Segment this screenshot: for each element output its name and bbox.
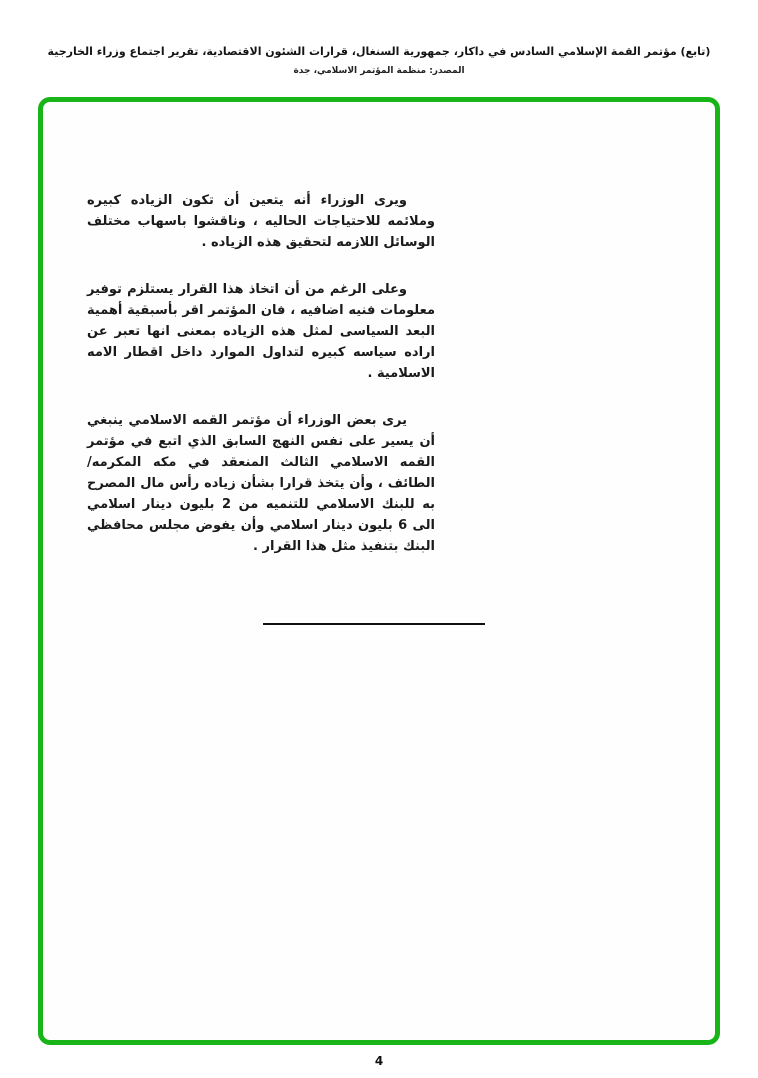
- paragraph-1: ويرى الوزراء أنه يتعين أن تكون الزياده كبيره وملائمه للاحتياجات الحاليه ، وناقشوا باسهاب مختلف الوسائل اللازمه لتحقيق هذه الزياده .: [87, 193, 435, 250]
- paragraph-2: وعلى الرغم من أن اتخاذ هذا القرار يستلزم توفير معلومات فنيه اضافيه ، فان المؤتمر اقر بأسبقية أهمية البعد السياسى لمثل هذه الزياده بمعنى انها تعبر عن اراده سياسه كبيره لتداول الموارد داخل اقطار الامه الاسلامية .: [87, 282, 435, 381]
- paragraph-3: يرى بعض الوزراء أن مؤتمر القمه الاسلامي ينبغي أن يسير على نفس النهج السابق الذي اتبع في مؤتمر القمه الاسلامي الثالث المنعقد في مكه المكرمه/الطائف ، وأن يتخذ قرارا بشأن زياده رأس مال المصرح به للبنك الاسلامي للتنميه من 2 بليون دينار اسلامي الى 6 بليون دينار اسلامي وأن يفوض مجلس محافظي البنك بتنفيذ مثل هذا القرار .: [87, 413, 435, 554]
- body-text: [87, 190, 435, 583]
- header-title: (تابع) مؤتمر القمة الإسلامي السادس في داكار، جمهورية السنغال، قرارات الشئون الاقتصادية، تقرير اجتماع وزراء الخارجية: [47, 45, 711, 58]
- header-source: المصدر: منظمة المؤتمر الاسلامي، جدة: [293, 66, 465, 76]
- document-header: [20, 44, 738, 76]
- page-number: 4: [374, 1054, 384, 1068]
- scan-frame: [38, 97, 720, 1045]
- section-divider: [263, 623, 485, 625]
